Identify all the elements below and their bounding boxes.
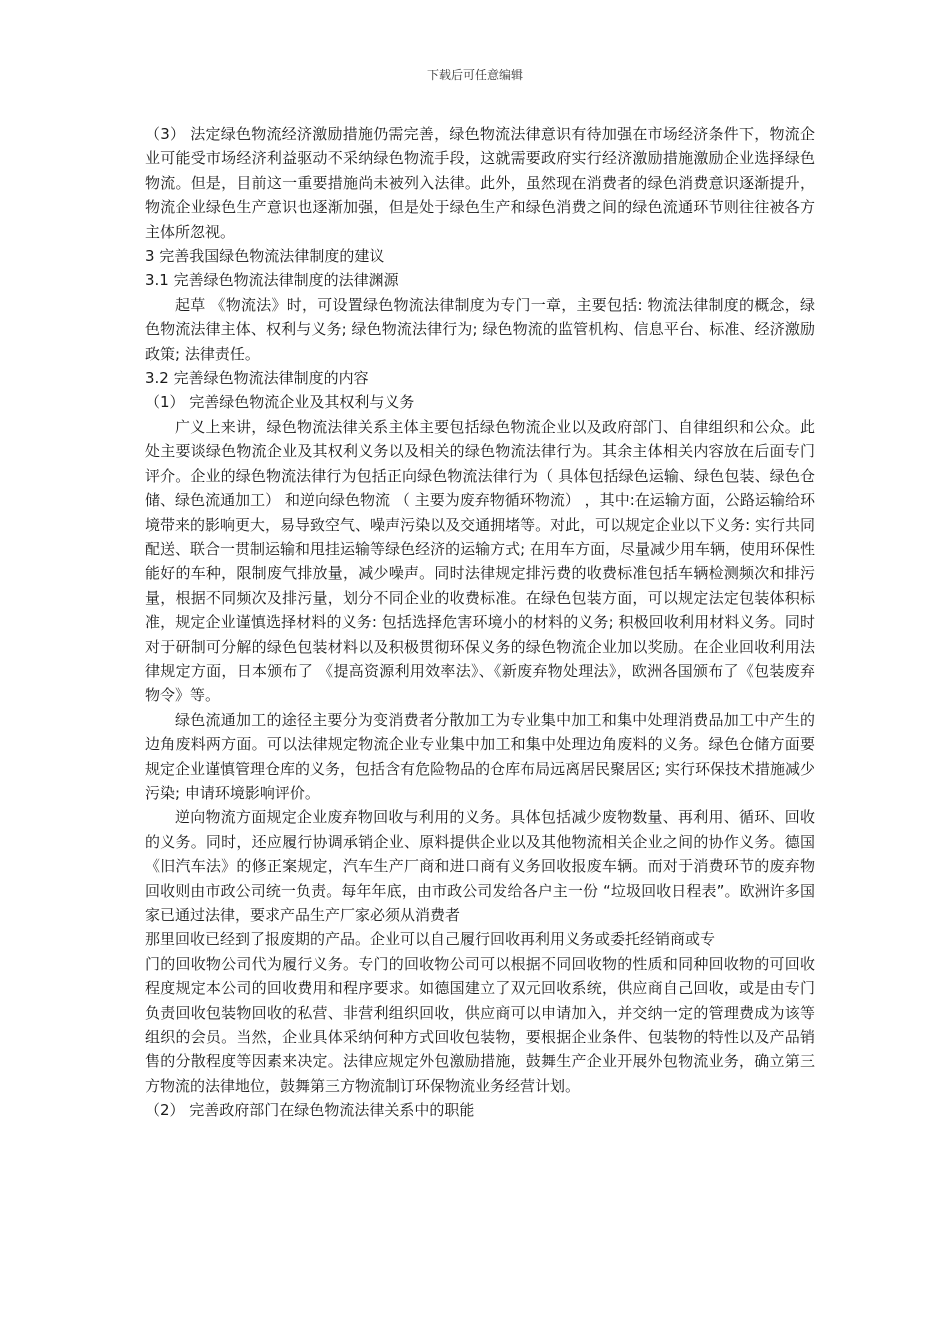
- paragraph-recycling-companies: 门的回收物公司代为履行义务。专门的回收物公司可以根据不同回收物的性质和同种回收物的可回收程度规定本公司的回收费用和程序要求。如德国建立了双元回收系统，供应商自己回收，或是由专门负责回收包装物回收的私营、非营利组织回收，供应商可以申请加入，并交纳一定的管理费成为该等组织的会员。当然，企业具体采纳何种方式回收包装物，要根据企业条件、包装物的特性以及产品销售的分散程度等因素来决定。法律应规定外包激励措施，鼓舞生产企业开展外包物流业务，确立第三方物流的法律地位，鼓舞第三方物流制订环保物流业务经营计划。: [145, 954, 815, 1095]
- section-heading-3: 3 完善我国绿色物流法律制度的建议: [145, 247, 385, 266]
- paragraph-reverse-logistics: 逆向物流方面规定企业废弃物回收与利用的义务。具体包括减少废物数量、再利用、循环、回收的义务。同时，还应履行协调承销企业、原料提供企业以及其他物流相关企业之间的协作义务。德国 《旧汽车法》的修正案规定，汽车生产厂商和进口商有义务回收报废车辆。而对于消费环节的废弃物回收则由市政公司统一负责。每年年底，由市政公司发给各户主一份 “垃圾回收日程表”。欧洲许多国家已通过法律，要求产品生产厂家必须从消费者: [145, 808, 815, 924]
- paragraph-enterprise-obligations: 广义上来讲，绿色物流法律关系主体主要包括绿色物流企业以及政府部门、自律组织和公众。此处主要谈绿色物流企业及其权利义务以及相关的绿色物流法律行为。其余主体相关内容放在后面专门评介。企业的绿色物流法律行为包括正向绿色物流法律行为（ 具体包括绿色运输、绿色包装、绿色仓储、绿色流通加工） 和逆向绿色物流 （ 主要为废弃物循环物流） ，其中:在运输方面，公路运输给环境带来的影响更大，易导致空气、噪声污染以及交通拥堵等。对此，可以规定企业以下义务: 实行共同配送、联合一贯制运输和甩挂运输等绿色经济的运输方式; 在用车方面，尽量减少用车辆，使用环保性能好的车种，限制废气排放量，减少噪声。同时法律规定排污费的收费标准包括车辆检测频次和排污量，根据不同频次及排污量，划分不同企业的收费标准。在绿色包装方面，可以规定法定包装体积标准，规定企业谨慎选择材料的义务: 包括选择危害环境小的材料的义务; 积极回收利用材料义务。同时对于研制可分解的绿色包装材料以及积极贯彻环保义务的绿色物流企业加以奖励。在企业回收利用法律规定方面，日本颁布了 《提高资源利用效率法》、《新废弃物处理法》，欧洲各国颁布了《包装废弃物令》等。: [145, 417, 815, 705]
- page-header: 下载后可任意编辑: [426, 68, 523, 82]
- document-body: [145, 122, 815, 1123]
- paragraph-logistics-law-draft: 起草 《物流法》时，可设置绿色物流法律制度为专门一章，主要包括: 物流法律制度的概念，绿色物流法律主体、权利与义务; 绿色物流法律行为; 绿色物流的监管机构、信息平台、标准、经济激励政策; 法律责任。: [145, 295, 815, 363]
- section-heading-3-1: 3.1 完善绿色物流法律制度的法律渊源: [145, 271, 399, 290]
- section-heading-3-2: 3.2 完善绿色物流法律制度的内容: [145, 369, 369, 388]
- paragraph-recycling-line: 那里回收已经到了报废期的产品。企业可以自己履行回收再利用义务或委托经销商或专: [145, 930, 716, 949]
- subsection-heading-1: （1） 完善绿色物流企业及其权利与义务: [145, 393, 415, 412]
- subsection-heading-2: （2） 完善政府部门在绿色物流法律关系中的职能: [145, 1101, 475, 1120]
- paragraph-incentive-measures: （3） 法定绿色物流经济激励措施仍需完善，绿色物流法律意识有待加强在市场经济条件下，物流企业可能受市场经济利益驱动不采纳绿色物流手段，这就需要政府实行经济激励措施激励企业选择绿色物流。但是，目前这一重要措施尚未被列入法律。此外，虽然现在消费者的绿色消费意识逐渐提升，物流企业绿色生产意识也逐渐加强，但是处于绿色生产和绿色消费之间的绿色流通环节则往往被各方主体所忽视。: [145, 125, 815, 241]
- paragraph-green-processing: 绿色流通加工的途径主要分为变消费者分散加工为专业集中加工和集中处理消费品加工中产生的边角废料两方面。可以法律规定物流企业专业集中加工和集中处理边角废料的义务。绿色仓储方面要规定企业谨慎管理仓库的义务，包括含有危险物品的仓库布局远离居民聚居区; 实行环保技术措施减少污染; 申请环境影响评价。: [145, 710, 815, 802]
